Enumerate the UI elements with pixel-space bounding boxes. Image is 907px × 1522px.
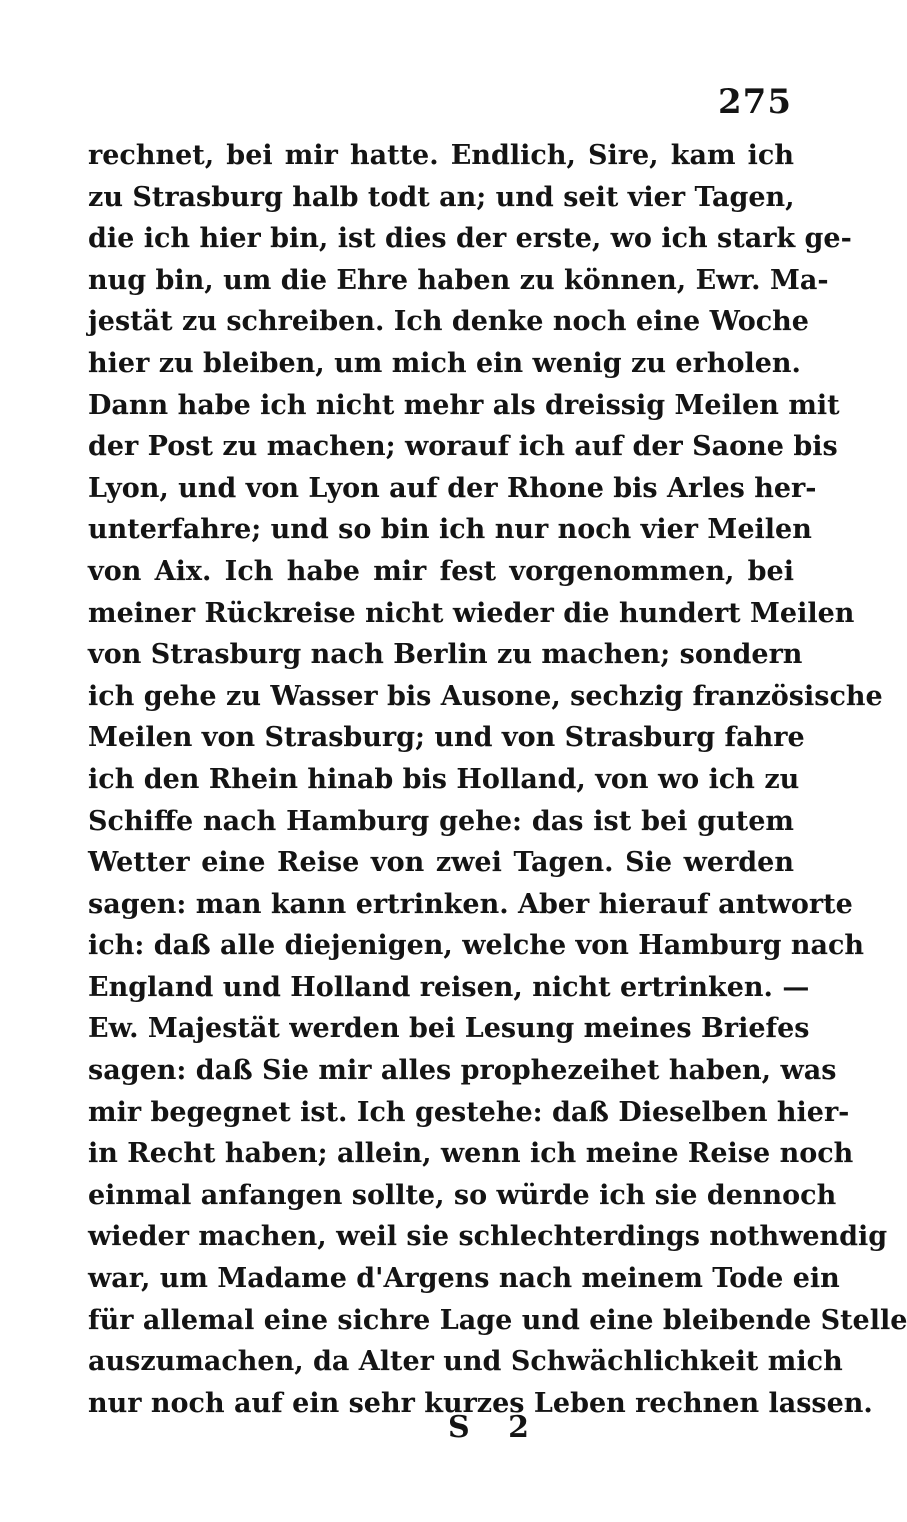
text-line: war, um Madame d'Argens nach meinem Tode ein: [88, 1263, 840, 1295]
text-line: meiner Rückreise nicht wieder die hundert Meilen: [88, 597, 855, 629]
text-line: der Post zu machen; worauf ich auf der Saone bis: [88, 431, 838, 463]
text-line: Schiffe nach Hamburg gehe: das ist bei gutem: [88, 805, 794, 837]
text-line: jestät zu schreiben. Ich denke noch eine Woche: [88, 306, 809, 338]
text-line: ich: daß alle diejenigen, welche von Hamburg nach: [88, 930, 865, 962]
text-line: wieder machen, weil sie schlechterdings nothwendig: [88, 1221, 888, 1253]
page-number: 275: [718, 82, 792, 122]
text-line: für allemal eine sichre Lage und eine bleibende Stelle: [88, 1304, 907, 1336]
text-line: Meilen von Strasburg; und von Strasburg fahre: [88, 722, 805, 754]
text-line: nug bin, um die Ehre haben zu können, Ewr. Ma-: [88, 264, 829, 296]
text-line: von Strasburg nach Berlin zu machen; sondern: [88, 639, 803, 671]
text-line: ich den Rhein hinab bis Holland, von wo ich zu: [88, 763, 800, 795]
text-line: ich gehe zu Wasser bis Ausone, sechzig französische: [88, 680, 883, 712]
text-line: unterfahre; und so bin ich nur noch vier Meilen: [88, 514, 812, 546]
text-line: mir begegnet ist. Ich gestehe: daß Dieselben hier-: [88, 1096, 850, 1128]
text-line: auszumachen, da Alter und Schwächlichkeit mich: [88, 1346, 843, 1378]
text-line: Dann habe ich nicht mehr als dreissig Meilen mit: [88, 389, 840, 421]
signature-mark: S 2: [448, 1410, 543, 1445]
text-line: einmal anfangen sollte, so würde ich sie dennoch: [88, 1179, 837, 1211]
text-line: England und Holland reisen, nicht ertrinken. —: [88, 971, 810, 1003]
text-line: sagen: man kann ertrinken. Aber hierauf antworte: [88, 888, 853, 920]
text-line: Wetter eine Reise von zwei Tagen. Sie werden: [88, 847, 794, 879]
text-line: hier zu bleiben, um mich ein wenig zu erholen.: [88, 347, 801, 379]
text-line: nur noch auf ein sehr kurzes Leben rechnen lassen.: [88, 1387, 873, 1419]
body-text: [88, 135, 907, 1424]
text-line: zu Strasburg halb todt an; und seit vier Tagen,: [88, 181, 795, 213]
text-line: in Recht haben; allein, wenn ich meine Reise noch: [88, 1138, 854, 1170]
text-line: Lyon, und von Lyon auf der Rhone bis Arles her-: [88, 472, 817, 504]
text-line: rechnet, bei mir hatte. Endlich, Sire, kam ich: [88, 140, 794, 171]
text-line: von Aix. Ich habe mir fest vorgenommen, bei: [88, 555, 794, 587]
text-line: sagen: daß Sie mir alles prophezeihet haben, was: [88, 1055, 837, 1087]
text-line: die ich hier bin, ist dies der erste, wo ich stark ge-: [88, 223, 852, 255]
text-line: Ew. Majestät werden bei Lesung meines Briefes: [88, 1013, 810, 1045]
